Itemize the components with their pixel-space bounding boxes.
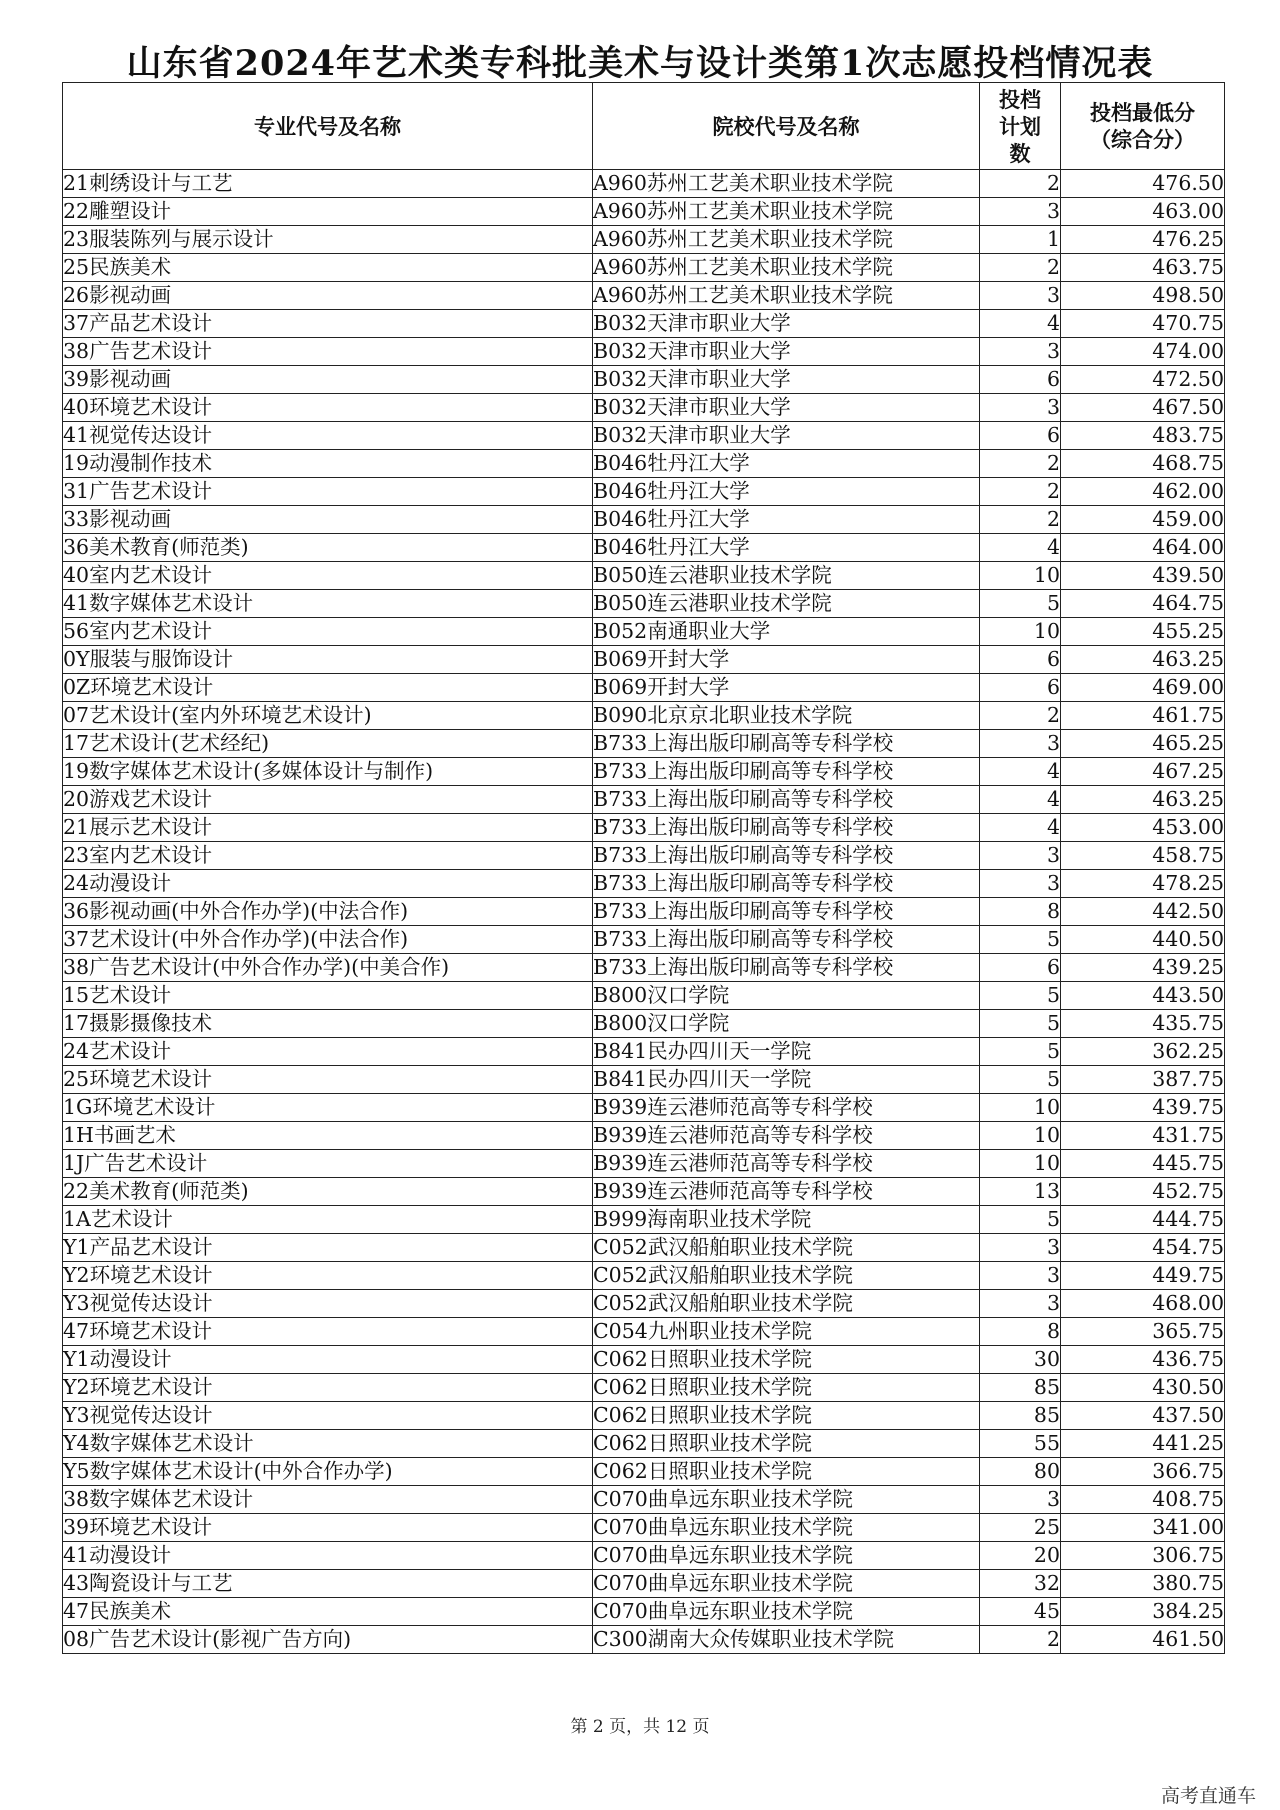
header-score-line1: 投档最低分 <box>1090 100 1195 125</box>
cell-plan: 3 <box>980 842 1061 870</box>
table-row <box>63 282 1225 310</box>
cell-plan: 13 <box>980 1178 1061 1206</box>
cell-major: 38广告艺术设计(中外合作办学)(中美合作) <box>63 954 593 982</box>
cell-major: 33影视动画 <box>63 506 593 534</box>
page-title: 山东省2024年艺术类专科批美术与设计类第1次志愿投档情况表 <box>126 43 1154 84</box>
header-school: 院校代号及名称 <box>593 83 980 170</box>
cell-score: 442.50 <box>1061 898 1225 926</box>
cell-major: Y3视觉传达设计 <box>63 1402 593 1430</box>
header-score-line2: （综合分） <box>1090 127 1195 152</box>
cell-major: 38广告艺术设计 <box>63 338 593 366</box>
cell-school: B733上海出版印刷高等专科学校 <box>593 842 980 870</box>
cell-major: 40环境艺术设计 <box>63 394 593 422</box>
cell-plan: 3 <box>980 870 1061 898</box>
cell-score: 463.25 <box>1061 646 1225 674</box>
cell-plan: 2 <box>980 702 1061 730</box>
table-row <box>63 422 1225 450</box>
cell-school: B733上海出版印刷高等专科学校 <box>593 730 980 758</box>
cell-major: Y4数字媒体艺术设计 <box>63 1430 593 1458</box>
cell-plan: 45 <box>980 1598 1061 1626</box>
cell-major: 21展示艺术设计 <box>63 814 593 842</box>
cell-plan: 3 <box>980 394 1061 422</box>
cell-major: 15艺术设计 <box>63 982 593 1010</box>
table-row <box>63 1598 1225 1626</box>
cell-school: B939连云港师范高等专科学校 <box>593 1150 980 1178</box>
cell-major: 19数字媒体艺术设计(多媒体设计与制作) <box>63 758 593 786</box>
cell-score: 483.75 <box>1061 422 1225 450</box>
cell-school: B733上海出版印刷高等专科学校 <box>593 814 980 842</box>
table-row <box>63 394 1225 422</box>
cell-plan: 10 <box>980 618 1061 646</box>
cell-plan: 10 <box>980 1094 1061 1122</box>
table-row <box>63 450 1225 478</box>
cell-score: 306.75 <box>1061 1542 1225 1570</box>
cell-score: 365.75 <box>1061 1318 1225 1346</box>
cell-school: B050连云港职业技术学院 <box>593 590 980 618</box>
cell-school: B939连云港师范高等专科学校 <box>593 1122 980 1150</box>
cell-plan: 80 <box>980 1458 1061 1486</box>
cell-school: C062日照职业技术学院 <box>593 1346 980 1374</box>
cell-score: 439.25 <box>1061 954 1225 982</box>
cell-major: 41动漫设计 <box>63 1542 593 1570</box>
cell-school: C062日照职业技术学院 <box>593 1458 980 1486</box>
cell-score: 443.50 <box>1061 982 1225 1010</box>
cell-school: B090北京京北职业技术学院 <box>593 702 980 730</box>
cell-school: B841民办四川天一学院 <box>593 1038 980 1066</box>
cell-score: 362.25 <box>1061 1038 1225 1066</box>
cell-school: B733上海出版印刷高等专科学校 <box>593 898 980 926</box>
cell-school: B733上海出版印刷高等专科学校 <box>593 758 980 786</box>
table-row <box>63 898 1225 926</box>
table-row <box>63 1206 1225 1234</box>
cell-score: 464.00 <box>1061 534 1225 562</box>
table-row <box>63 366 1225 394</box>
cell-score: 441.25 <box>1061 1430 1225 1458</box>
table-row <box>63 562 1225 590</box>
cell-major: Y3视觉传达设计 <box>63 1290 593 1318</box>
cell-school: C070曲阜远东职业技术学院 <box>593 1514 980 1542</box>
watermark: 高考直通车 <box>1160 1785 1256 1807</box>
cell-score: 458.75 <box>1061 842 1225 870</box>
cell-major: 41视觉传达设计 <box>63 422 593 450</box>
cell-school: B032天津市职业大学 <box>593 422 980 450</box>
cell-plan: 20 <box>980 1542 1061 1570</box>
cell-score: 461.75 <box>1061 702 1225 730</box>
cell-plan: 5 <box>980 1038 1061 1066</box>
cell-plan: 2 <box>980 1626 1061 1654</box>
cell-school: B046牡丹江大学 <box>593 506 980 534</box>
cell-plan: 3 <box>980 730 1061 758</box>
cell-major: 56室内艺术设计 <box>63 618 593 646</box>
cell-major: 25民族美术 <box>63 254 593 282</box>
cell-school: B032天津市职业大学 <box>593 310 980 338</box>
cell-school: B050连云港职业技术学院 <box>593 562 980 590</box>
table-row <box>63 730 1225 758</box>
cell-major: 36美术教育(师范类) <box>63 534 593 562</box>
table-row <box>63 814 1225 842</box>
cell-plan: 10 <box>980 1150 1061 1178</box>
header-plan-line3: 数 <box>1009 140 1031 166</box>
cell-plan: 4 <box>980 758 1061 786</box>
cell-school: C052武汉船舶职业技术学院 <box>593 1262 980 1290</box>
cell-major: 0Z环境艺术设计 <box>63 674 593 702</box>
cell-major: 22美术教育(师范类) <box>63 1178 593 1206</box>
cell-score: 430.50 <box>1061 1374 1225 1402</box>
table-row <box>63 1318 1225 1346</box>
table-row <box>63 982 1225 1010</box>
cell-score: 498.50 <box>1061 282 1225 310</box>
table-row <box>63 506 1225 534</box>
cell-plan: 6 <box>980 674 1061 702</box>
table-body <box>63 170 1225 1654</box>
cell-plan: 6 <box>980 646 1061 674</box>
cell-school: B800汉口学院 <box>593 982 980 1010</box>
table-row <box>63 254 1225 282</box>
cell-plan: 5 <box>980 590 1061 618</box>
cell-major: 39影视动画 <box>63 366 593 394</box>
cell-school: C054九州职业技术学院 <box>593 1318 980 1346</box>
cell-score: 439.50 <box>1061 562 1225 590</box>
cell-major: Y1产品艺术设计 <box>63 1234 593 1262</box>
cell-major: 40室内艺术设计 <box>63 562 593 590</box>
cell-school: C062日照职业技术学院 <box>593 1374 980 1402</box>
cell-score: 461.50 <box>1061 1626 1225 1654</box>
table-row <box>63 1542 1225 1570</box>
cell-school: C070曲阜远东职业技术学院 <box>593 1486 980 1514</box>
cell-plan: 3 <box>980 1234 1061 1262</box>
table-row <box>63 170 1225 198</box>
cell-school: B052南通职业大学 <box>593 618 980 646</box>
admission-table <box>62 82 1225 1654</box>
cell-school: C070曲阜远东职业技术学院 <box>593 1598 980 1626</box>
cell-major: 31广告艺术设计 <box>63 478 593 506</box>
cell-school: B032天津市职业大学 <box>593 366 980 394</box>
cell-plan: 2 <box>980 254 1061 282</box>
cell-score: 465.25 <box>1061 730 1225 758</box>
table-row <box>63 1626 1225 1654</box>
table-row <box>63 1346 1225 1374</box>
cell-school: A960苏州工艺美术职业技术学院 <box>593 254 980 282</box>
table-row <box>63 646 1225 674</box>
cell-score: 440.50 <box>1061 926 1225 954</box>
cell-plan: 10 <box>980 562 1061 590</box>
cell-school: B046牡丹江大学 <box>593 478 980 506</box>
cell-plan: 3 <box>980 1486 1061 1514</box>
cell-major: Y1动漫设计 <box>63 1346 593 1374</box>
cell-school: A960苏州工艺美术职业技术学院 <box>593 170 980 198</box>
header-plan <box>980 83 1061 170</box>
cell-major: 1A艺术设计 <box>63 1206 593 1234</box>
cell-plan: 32 <box>980 1570 1061 1598</box>
cell-score: 478.25 <box>1061 870 1225 898</box>
cell-plan: 3 <box>980 338 1061 366</box>
cell-plan: 5 <box>980 926 1061 954</box>
cell-score: 463.25 <box>1061 786 1225 814</box>
table-row <box>63 590 1225 618</box>
cell-score: 435.75 <box>1061 1010 1225 1038</box>
cell-score: 468.00 <box>1061 1290 1225 1318</box>
cell-score: 445.75 <box>1061 1150 1225 1178</box>
cell-major: 1H书画艺术 <box>63 1122 593 1150</box>
cell-score: 384.25 <box>1061 1598 1225 1626</box>
table-row <box>63 1010 1225 1038</box>
cell-major: 38数字媒体艺术设计 <box>63 1486 593 1514</box>
cell-score: 439.75 <box>1061 1094 1225 1122</box>
cell-plan: 5 <box>980 1206 1061 1234</box>
cell-school: B032天津市职业大学 <box>593 394 980 422</box>
cell-school: C052武汉船舶职业技术学院 <box>593 1234 980 1262</box>
cell-score: 469.00 <box>1061 674 1225 702</box>
cell-school: B841民办四川天一学院 <box>593 1066 980 1094</box>
cell-score: 380.75 <box>1061 1570 1225 1598</box>
cell-major: 17摄影摄像技术 <box>63 1010 593 1038</box>
cell-school: B069开封大学 <box>593 646 980 674</box>
cell-score: 476.50 <box>1061 170 1225 198</box>
cell-score: 444.75 <box>1061 1206 1225 1234</box>
cell-score: 455.25 <box>1061 618 1225 646</box>
cell-school: B733上海出版印刷高等专科学校 <box>593 870 980 898</box>
table-row <box>63 702 1225 730</box>
cell-major: 47环境艺术设计 <box>63 1318 593 1346</box>
cell-major: 43陶瓷设计与工艺 <box>63 1570 593 1598</box>
cell-major: 1G环境艺术设计 <box>63 1094 593 1122</box>
cell-plan: 4 <box>980 786 1061 814</box>
cell-school: B032天津市职业大学 <box>593 338 980 366</box>
cell-plan: 25 <box>980 1514 1061 1542</box>
cell-major: 1J广告艺术设计 <box>63 1150 593 1178</box>
table-row <box>63 786 1225 814</box>
table-row <box>63 1150 1225 1178</box>
cell-score: 467.25 <box>1061 758 1225 786</box>
cell-school: C070曲阜远东职业技术学院 <box>593 1542 980 1570</box>
cell-plan: 5 <box>980 1066 1061 1094</box>
cell-school: B733上海出版印刷高等专科学校 <box>593 926 980 954</box>
cell-plan: 6 <box>980 954 1061 982</box>
cell-score: 462.00 <box>1061 478 1225 506</box>
table-header-row <box>63 83 1225 170</box>
cell-plan: 8 <box>980 898 1061 926</box>
cell-major: 37产品艺术设计 <box>63 310 593 338</box>
cell-plan: 3 <box>980 198 1061 226</box>
table-row <box>63 842 1225 870</box>
cell-plan: 2 <box>980 478 1061 506</box>
cell-school: A960苏州工艺美术职业技术学院 <box>593 198 980 226</box>
table-row <box>63 954 1225 982</box>
cell-plan: 4 <box>980 534 1061 562</box>
table-row <box>63 1290 1225 1318</box>
table-row <box>63 870 1225 898</box>
cell-plan: 5 <box>980 1010 1061 1038</box>
cell-school: B069开封大学 <box>593 674 980 702</box>
cell-plan: 85 <box>980 1374 1061 1402</box>
table-row <box>63 338 1225 366</box>
table-row <box>63 674 1225 702</box>
cell-school: C052武汉船舶职业技术学院 <box>593 1290 980 1318</box>
table-row <box>63 926 1225 954</box>
cell-major: 36影视动画(中外合作办学)(中法合作) <box>63 898 593 926</box>
cell-score: 467.50 <box>1061 394 1225 422</box>
page-footer: 第 2 页，共 12 页 <box>570 1717 710 1737</box>
table-row <box>63 198 1225 226</box>
table-row <box>63 478 1225 506</box>
cell-major: 47民族美术 <box>63 1598 593 1626</box>
cell-score: 463.00 <box>1061 198 1225 226</box>
cell-score: 387.75 <box>1061 1066 1225 1094</box>
cell-score: 464.75 <box>1061 590 1225 618</box>
cell-score: 453.00 <box>1061 814 1225 842</box>
cell-plan: 4 <box>980 814 1061 842</box>
cell-score: 476.25 <box>1061 226 1225 254</box>
table-row <box>63 1234 1225 1262</box>
cell-plan: 3 <box>980 1262 1061 1290</box>
cell-major: 24艺术设计 <box>63 1038 593 1066</box>
header-plan-line2: 计划 <box>999 113 1041 139</box>
cell-major: 07艺术设计(室内外环境艺术设计) <box>63 702 593 730</box>
cell-major: 08广告艺术设计(影视广告方向) <box>63 1626 593 1654</box>
cell-school: C062日照职业技术学院 <box>593 1430 980 1458</box>
cell-plan: 5 <box>980 982 1061 1010</box>
cell-plan: 10 <box>980 1122 1061 1150</box>
table-row <box>63 618 1225 646</box>
cell-major: 39环境艺术设计 <box>63 1514 593 1542</box>
table-row <box>63 1374 1225 1402</box>
cell-major: Y2环境艺术设计 <box>63 1262 593 1290</box>
table-row <box>63 1262 1225 1290</box>
cell-major: 20游戏艺术设计 <box>63 786 593 814</box>
cell-school: B939连云港师范高等专科学校 <box>593 1178 980 1206</box>
table-row <box>63 1458 1225 1486</box>
cell-plan: 6 <box>980 366 1061 394</box>
table-row <box>63 1430 1225 1458</box>
cell-plan: 30 <box>980 1346 1061 1374</box>
table-row <box>63 1402 1225 1430</box>
table-row <box>63 534 1225 562</box>
cell-school: B046牡丹江大学 <box>593 534 980 562</box>
cell-plan: 55 <box>980 1430 1061 1458</box>
cell-major: 25环境艺术设计 <box>63 1066 593 1094</box>
cell-plan: 8 <box>980 1318 1061 1346</box>
table-row <box>63 1122 1225 1150</box>
cell-major: 24动漫设计 <box>63 870 593 898</box>
cell-score: 366.75 <box>1061 1458 1225 1486</box>
table-row <box>63 1178 1225 1206</box>
cell-major: 21刺绣设计与工艺 <box>63 170 593 198</box>
cell-school: A960苏州工艺美术职业技术学院 <box>593 282 980 310</box>
cell-major: 37艺术设计(中外合作办学)(中法合作) <box>63 926 593 954</box>
cell-major: 0Y服装与服饰设计 <box>63 646 593 674</box>
cell-school: C300湖南大众传媒职业技术学院 <box>593 1626 980 1654</box>
cell-school: B046牡丹江大学 <box>593 450 980 478</box>
table-row <box>63 1514 1225 1542</box>
cell-school: A960苏州工艺美术职业技术学院 <box>593 226 980 254</box>
cell-school: B733上海出版印刷高等专科学校 <box>593 954 980 982</box>
table-row <box>63 1038 1225 1066</box>
cell-plan: 4 <box>980 310 1061 338</box>
cell-plan: 3 <box>980 1290 1061 1318</box>
cell-score: 470.75 <box>1061 310 1225 338</box>
cell-score: 454.75 <box>1061 1234 1225 1262</box>
cell-major: Y2环境艺术设计 <box>63 1374 593 1402</box>
cell-school: B999海南职业技术学院 <box>593 1206 980 1234</box>
cell-plan: 3 <box>980 282 1061 310</box>
cell-score: 431.75 <box>1061 1122 1225 1150</box>
cell-plan: 2 <box>980 506 1061 534</box>
header-plan-line1: 投档 <box>999 86 1041 112</box>
cell-score: 463.75 <box>1061 254 1225 282</box>
cell-major: 17艺术设计(艺术经纪) <box>63 730 593 758</box>
cell-plan: 85 <box>980 1402 1061 1430</box>
table-row <box>63 1066 1225 1094</box>
header-major: 专业代号及名称 <box>63 83 593 170</box>
cell-major: 41数字媒体艺术设计 <box>63 590 593 618</box>
cell-major: 22雕塑设计 <box>63 198 593 226</box>
table-row <box>63 1094 1225 1122</box>
cell-plan: 2 <box>980 450 1061 478</box>
cell-score: 472.50 <box>1061 366 1225 394</box>
cell-school: B800汉口学院 <box>593 1010 980 1038</box>
cell-score: 408.75 <box>1061 1486 1225 1514</box>
cell-school: B733上海出版印刷高等专科学校 <box>593 786 980 814</box>
cell-major: 19动漫制作技术 <box>63 450 593 478</box>
table-row <box>63 226 1225 254</box>
cell-major: Y5数字媒体艺术设计(中外合作办学) <box>63 1458 593 1486</box>
cell-score: 468.75 <box>1061 450 1225 478</box>
table-row <box>63 1486 1225 1514</box>
table-row <box>63 1570 1225 1598</box>
cell-score: 437.50 <box>1061 1402 1225 1430</box>
cell-school: C062日照职业技术学院 <box>593 1402 980 1430</box>
cell-score: 341.00 <box>1061 1514 1225 1542</box>
table-row <box>63 758 1225 786</box>
cell-major: 23服装陈列与展示设计 <box>63 226 593 254</box>
table-row <box>63 310 1225 338</box>
cell-major: 23室内艺术设计 <box>63 842 593 870</box>
cell-score: 452.75 <box>1061 1178 1225 1206</box>
cell-school: B939连云港师范高等专科学校 <box>593 1094 980 1122</box>
cell-score: 436.75 <box>1061 1346 1225 1374</box>
cell-score: 459.00 <box>1061 506 1225 534</box>
cell-score: 449.75 <box>1061 1262 1225 1290</box>
cell-score: 474.00 <box>1061 338 1225 366</box>
cell-plan: 6 <box>980 422 1061 450</box>
cell-major: 26影视动画 <box>63 282 593 310</box>
header-score <box>1061 83 1225 170</box>
cell-plan: 1 <box>980 226 1061 254</box>
cell-school: C070曲阜远东职业技术学院 <box>593 1570 980 1598</box>
cell-plan: 2 <box>980 170 1061 198</box>
